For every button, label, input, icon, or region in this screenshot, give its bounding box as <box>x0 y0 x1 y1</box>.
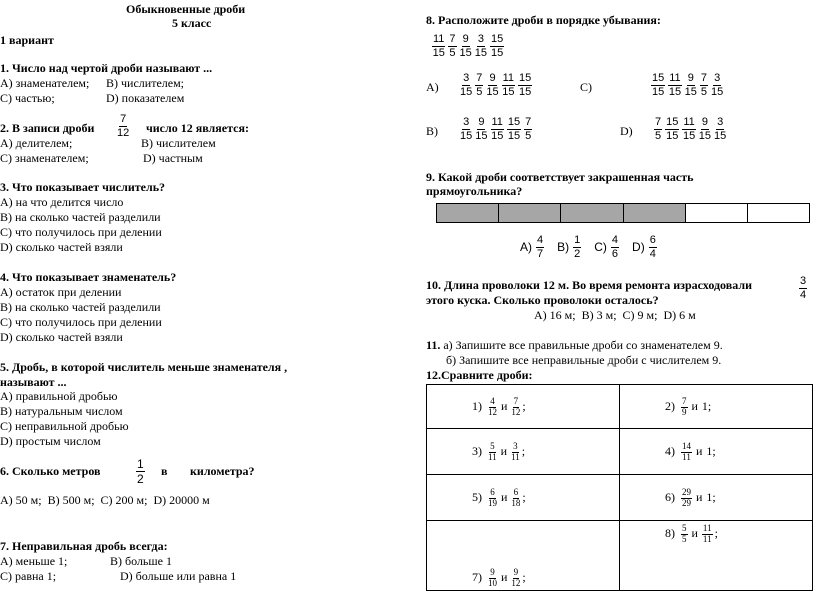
q8-c-fraction <box>651 73 665 98</box>
q12-fraction-numerator: 5 <box>682 522 687 533</box>
q8-given-fraction-numerator: 3 <box>477 33 484 45</box>
q8-d-fraction <box>699 117 711 142</box>
q7-option-b: В) больше 1 <box>110 554 172 568</box>
q9-option-label: А) <box>520 239 532 254</box>
q8-c-fraction-denominator: 15 <box>711 86 724 98</box>
q12-fraction <box>488 568 497 588</box>
q12-fraction <box>681 442 692 462</box>
q9-option-fraction-denominator: 7 <box>537 248 544 260</box>
q8-question: 8. Расположите дроби в порядке убывания: <box>426 13 661 27</box>
q8-c-fraction-denominator: 15 <box>684 86 697 98</box>
shaded-cell <box>499 204 561 222</box>
q9-options <box>520 235 670 260</box>
q8-a-fraction <box>486 73 498 98</box>
q12-fraction-denominator: 11 <box>488 451 497 462</box>
q9-option-fraction-numerator: 4 <box>537 234 544 246</box>
q6-fraction-numerator: 1 <box>137 457 144 471</box>
q1-question: 1. Число над чертой дроби называют ... <box>0 61 213 75</box>
connector-and: и <box>501 399 508 413</box>
q12-title: 12.Сравните дроби: <box>426 368 533 382</box>
q12-fraction-denominator: 12 <box>511 406 521 417</box>
q8-a-fraction-numerator: 15 <box>519 72 532 84</box>
q5-question: 5. Дробь, в которой числитель меньше знаменателя , <box>0 360 288 374</box>
q8-a-fraction <box>518 73 532 98</box>
q3-question: 3. Что показывает числитель? <box>0 180 166 194</box>
comparison-item-number: 3) <box>472 444 482 458</box>
q12-fraction <box>511 442 520 462</box>
q4-option-c: С) что получилось при делении <box>0 315 162 329</box>
compare-value: 1; <box>706 444 716 458</box>
q9-option-fraction-denominator: 6 <box>611 248 619 260</box>
q8-b-fraction <box>491 117 504 142</box>
semicolon: ; <box>522 399 526 413</box>
connector-and: и <box>501 570 508 584</box>
q8-given-fraction-denominator: 15 <box>491 47 504 59</box>
connector-and: и <box>696 490 703 504</box>
semicolon: ; <box>714 526 718 540</box>
q8-d-fraction <box>654 117 662 142</box>
q12-fraction-numerator: 9 <box>513 566 519 577</box>
q9-option-fraction-numerator: 4 <box>611 234 619 246</box>
q12-fraction <box>511 397 520 417</box>
q8-given-fraction <box>475 34 487 59</box>
q8-c-fraction-numerator: 9 <box>687 72 694 84</box>
q12-fraction <box>511 488 520 508</box>
q8-option-c-fractions <box>651 73 726 98</box>
shaded-rectangle <box>436 203 810 223</box>
q12-fraction-numerator: 6 <box>513 486 519 497</box>
q11-number: 11. <box>426 338 441 352</box>
q6-options <box>0 494 210 508</box>
q8-d-fraction-numerator: 7 <box>655 116 662 128</box>
q9-option <box>594 235 622 260</box>
q10-fraction <box>797 276 809 301</box>
q6-option-d: D) 20000 м <box>153 493 210 507</box>
q8-given-fraction-denominator: 15 <box>459 47 472 59</box>
q2-option-c: С) знаменателем; <box>0 151 89 165</box>
q8-a-fraction-numerator: 11 <box>502 72 515 84</box>
q10-fraction-numerator: 3 <box>800 275 807 287</box>
q9-option-fraction <box>573 235 581 260</box>
compare-value: 1; <box>701 399 712 413</box>
q12-fraction-denominator: 12 <box>511 577 521 588</box>
q12-fraction-numerator: 3 <box>513 440 518 451</box>
comparison-table <box>426 384 813 591</box>
q7-option-a: А) меньше 1; <box>0 554 68 568</box>
q8-b-fraction <box>475 117 487 142</box>
q8-d-fraction <box>714 117 726 142</box>
comparison-item-number: 6) <box>665 490 675 504</box>
q8-a-fraction-numerator: 7 <box>476 72 483 84</box>
q8-c-fraction <box>711 73 723 98</box>
q4-option-b: В) на сколько частей разделили <box>0 300 161 314</box>
q11-task-b: б) Запишите все неправильные дроби с числителем 9. <box>446 353 722 367</box>
q8-given-fraction <box>460 34 472 59</box>
q9-option-fraction <box>536 235 544 260</box>
q9-option-label: С) <box>594 239 607 254</box>
comparison-cell <box>427 475 620 521</box>
comparison-item-number: 7) <box>472 570 482 584</box>
q12-fraction <box>511 568 520 588</box>
comparison-item <box>665 442 816 462</box>
q8-given-fraction <box>490 34 504 59</box>
q10-question-cont: этого куска. Сколько проволоки осталось? <box>426 293 659 307</box>
q12-fraction-numerator: 6 <box>490 486 495 497</box>
q8-b-fraction <box>507 117 521 142</box>
q5-option-a: А) правильной дробью <box>0 389 118 403</box>
q5-option-b: В) натуральным числом <box>0 404 123 418</box>
q8-c-fraction <box>685 73 697 98</box>
q7-question: 7. Неправильная дробь всегда: <box>0 539 168 553</box>
q8-given-fraction-denominator: 15 <box>474 47 488 59</box>
q12-fraction <box>488 488 497 508</box>
q12-fraction <box>702 524 713 544</box>
q8-c-fraction-denominator: 15 <box>652 86 665 98</box>
q10-question: 10. Длина проволоки 12 м. Во время ремонта израсходовали <box>426 278 752 292</box>
q9-option-fraction-numerator: 6 <box>649 234 656 246</box>
q8-d-fraction-numerator: 15 <box>666 116 679 128</box>
q8-given-fraction-numerator: 9 <box>462 33 469 45</box>
q12-fraction-numerator: 9 <box>490 566 495 577</box>
q8-c-fraction-denominator: 5 <box>700 86 708 98</box>
q10-fraction-denominator: 4 <box>800 289 807 301</box>
comparison-item <box>665 488 816 508</box>
q8-a-fraction <box>502 73 515 98</box>
q1-option-b: В) числителем; <box>106 76 185 90</box>
q8-a-fraction-denominator: 15 <box>460 86 473 98</box>
comparison-item-number: 1) <box>472 399 482 413</box>
q9-option-label: D) <box>632 239 645 254</box>
q10-option-a: А) 16 м; <box>534 308 576 322</box>
q8-c-fraction-denominator: 15 <box>668 86 682 98</box>
q4-option-a: А) остаток при делении <box>0 285 122 299</box>
q8-a-fraction-denominator: 5 <box>476 86 483 98</box>
comparison-cell <box>620 521 813 591</box>
q12-fraction-numerator: 7 <box>682 395 687 406</box>
q3-option-c: С) что получилось при делении <box>0 225 162 239</box>
q4-option-d: D) сколько частей взяли <box>0 330 123 344</box>
q12-fraction-denominator: 11 <box>702 533 712 544</box>
q11-task-a: а) Запишите все правильные дроби со знаменателем 9. <box>443 338 723 352</box>
q8-option-b-label: В) <box>426 124 438 138</box>
q2-suffix: число 12 является: <box>146 121 249 135</box>
q3-option-d: D) сколько частей взяли <box>0 240 123 254</box>
q12-fraction <box>681 397 688 417</box>
q10-option-d: D) 6 м <box>663 308 696 322</box>
q2-fraction-numerator: 7 <box>120 113 127 125</box>
q12-fraction-denominator: 10 <box>488 577 497 588</box>
comparison-cell <box>427 385 620 429</box>
q12-fraction-numerator: 29 <box>682 486 691 497</box>
shaded-cell <box>437 204 499 222</box>
q8-d-fraction-numerator: 11 <box>683 116 695 128</box>
empty-cell <box>748 204 809 222</box>
q1-option-a: А) знаменателем; <box>0 76 90 90</box>
comparison-cell <box>427 429 620 475</box>
q12-fraction-denominator: 12 <box>488 406 497 417</box>
q6-fraction-denominator: 2 <box>137 472 144 486</box>
q8-b-fraction-numerator: 11 <box>491 116 503 128</box>
q8-d-fraction-denominator: 15 <box>698 130 712 142</box>
q11-line-a <box>426 339 723 353</box>
q6-prefix: 6. Сколько метров <box>0 464 101 478</box>
q4-question: 4. Что показывает знаменатель? <box>0 270 177 284</box>
q8-option-c-label: С) <box>580 80 592 94</box>
q9-question-cont: прямоугольника? <box>426 184 523 198</box>
q2-option-d: D) частным <box>143 151 203 165</box>
q9-option-fraction-denominator: 4 <box>649 248 656 260</box>
q8-d-fraction-denominator: 15 <box>682 130 696 142</box>
q9-option-fraction-numerator: 1 <box>574 234 581 246</box>
q8-given-fraction <box>448 34 456 59</box>
q8-given-fraction-numerator: 15 <box>491 33 504 45</box>
q6-option-a: А) 50 м; <box>0 493 42 507</box>
q1-option-c: С) частью; <box>0 91 55 105</box>
q8-d-fraction-denominator: 15 <box>714 130 727 142</box>
q8-option-d-fractions <box>654 117 729 142</box>
q9-question: 9. Какой дроби соответствует закрашенная часть <box>426 170 694 184</box>
q9-option <box>520 235 547 260</box>
q12-fraction-numerator: 5 <box>490 440 495 451</box>
q2-option-a: А) делителем; <box>0 136 73 150</box>
q8-d-fraction <box>682 117 695 142</box>
q12-fraction <box>488 442 497 462</box>
comparison-item-number: 5) <box>472 490 482 504</box>
compare-value: 1; <box>706 490 716 504</box>
q8-a-fraction-denominator: 15 <box>502 86 515 98</box>
comparison-item <box>665 397 816 417</box>
q12-fraction-denominator: 29 <box>682 497 691 508</box>
q8-c-fraction <box>700 73 708 98</box>
q5-option-d: D) простым числом <box>0 434 101 448</box>
empty-cell <box>686 204 748 222</box>
connector-and: и <box>691 526 698 540</box>
q8-given-fraction <box>432 34 445 59</box>
q12-fraction-denominator: 18 <box>511 497 521 508</box>
q6-option-b: В) 500 м; <box>47 493 95 507</box>
q3-option-b: В) на сколько частей разделили <box>0 210 161 224</box>
q10-option-c: С) 9 м; <box>622 308 658 322</box>
comparison-cell <box>620 475 813 521</box>
q12-fraction-denominator: 9 <box>682 406 687 417</box>
q8-b-fraction <box>524 117 532 142</box>
q1-option-d: D) показателем <box>106 91 185 105</box>
q2-option-b: В) числителем <box>141 136 216 150</box>
q8-c-fraction <box>668 73 681 98</box>
comparison-cell <box>427 521 620 591</box>
q8-c-fraction-numerator: 7 <box>700 72 708 84</box>
variant-label: 1 вариант <box>0 33 54 47</box>
q8-d-fraction-numerator: 9 <box>701 116 708 128</box>
semicolon: ; <box>522 490 526 504</box>
q8-b-fraction-numerator: 15 <box>507 116 521 128</box>
q7-option-c: С) равна 1; <box>0 569 57 583</box>
q8-option-a-fractions <box>460 73 535 98</box>
q8-option-a-label: А) <box>426 80 439 94</box>
q8-c-fraction-numerator: 3 <box>714 72 721 84</box>
comparison-item-number: 2) <box>665 399 675 413</box>
connector-and: и <box>500 444 508 458</box>
q5-question-cont: называют ... <box>0 375 67 389</box>
q8-a-fraction-numerator: 3 <box>463 72 470 84</box>
q8-given-fraction-denominator: 5 <box>449 47 456 59</box>
q8-b-fraction <box>460 117 472 142</box>
q10-options <box>534 309 696 323</box>
q12-fraction <box>681 488 692 508</box>
q2-prefix: 2. В записи дроби <box>0 121 95 135</box>
q12-fraction-numerator: 11 <box>702 522 712 533</box>
q8-b-fraction-denominator: 15 <box>475 130 488 142</box>
q8-option-b-fractions <box>460 117 535 142</box>
q8-given-fraction-numerator: 7 <box>449 33 456 45</box>
q9-option-label: В) <box>557 239 570 254</box>
q12-fraction-numerator: 14 <box>682 440 691 451</box>
semicolon: ; <box>522 570 526 584</box>
grade-label: 5 класс <box>172 16 212 30</box>
q12-fraction-numerator: 7 <box>513 395 519 406</box>
q7-option-d: D) больше или равна 1 <box>120 569 237 583</box>
q8-b-fraction-denominator: 15 <box>507 130 521 142</box>
q10-option-b: В) 3 м; <box>581 308 617 322</box>
comparison-cell <box>620 385 813 429</box>
shaded-cell <box>624 204 686 222</box>
q9-option <box>557 235 584 260</box>
comparison-item-number: 4) <box>665 444 675 458</box>
q12-fraction-numerator: 4 <box>490 395 495 406</box>
q8-d-fraction-denominator: 5 <box>655 130 662 142</box>
q12-fraction <box>488 397 497 417</box>
worksheet-title: Обыкновенные дроби <box>126 2 246 16</box>
comparison-item <box>665 524 816 544</box>
q2-fraction-denominator: 12 <box>117 127 130 139</box>
q8-given-fractions <box>432 34 507 59</box>
comparison-item-number: 8) <box>665 526 675 540</box>
q12-fraction-denominator: 11 <box>682 451 691 462</box>
q12-fraction-denominator: 5 <box>682 533 687 544</box>
connector-and: и <box>696 444 703 458</box>
comparison-cell <box>620 429 813 475</box>
q8-given-fraction-numerator: 11 <box>433 33 445 45</box>
q8-b-fraction-denominator: 15 <box>491 130 504 142</box>
q8-b-fraction-numerator: 9 <box>478 116 485 128</box>
q12-fraction-denominator: 11 <box>511 451 520 462</box>
q8-c-fraction-numerator: 15 <box>652 72 665 84</box>
q8-d-fraction <box>665 117 679 142</box>
q8-b-fraction-denominator: 15 <box>460 130 473 142</box>
q9-option-fraction <box>649 235 657 260</box>
q8-a-fraction-numerator: 9 <box>489 72 496 84</box>
shaded-cell <box>561 204 623 222</box>
q8-a-fraction <box>460 73 472 98</box>
q8-b-fraction-numerator: 3 <box>463 116 470 128</box>
q6-option-c: С) 200 м; <box>100 493 148 507</box>
connector-and: и <box>501 490 508 504</box>
q9-option <box>632 235 660 260</box>
q3-option-a: А) на что делится число <box>0 195 124 209</box>
q6-fraction <box>134 458 147 485</box>
q5-option-c: С) неправильной дробью <box>0 419 129 433</box>
q8-b-fraction-denominator: 5 <box>525 130 532 142</box>
q8-d-fraction-numerator: 3 <box>717 116 724 128</box>
q12-fraction <box>681 524 688 544</box>
q8-a-fraction-denominator: 15 <box>519 86 532 98</box>
q6-suffix: километра? <box>190 464 255 478</box>
q9-option-fraction <box>611 235 619 260</box>
q8-a-fraction-denominator: 15 <box>486 86 499 98</box>
q6-mid: в <box>161 464 168 478</box>
q8-b-fraction-numerator: 7 <box>525 116 532 128</box>
q9-option-fraction-denominator: 2 <box>574 248 581 260</box>
q8-d-fraction-denominator: 15 <box>666 130 679 142</box>
semicolon: ; <box>521 444 526 458</box>
connector-and: и <box>691 399 698 413</box>
q12-fraction-denominator: 19 <box>488 497 497 508</box>
q8-c-fraction-numerator: 11 <box>669 72 681 84</box>
q8-given-fraction-denominator: 15 <box>432 47 445 59</box>
q8-a-fraction <box>475 73 483 98</box>
q2-fraction <box>115 114 131 139</box>
q8-option-d-label: D) <box>620 124 633 138</box>
